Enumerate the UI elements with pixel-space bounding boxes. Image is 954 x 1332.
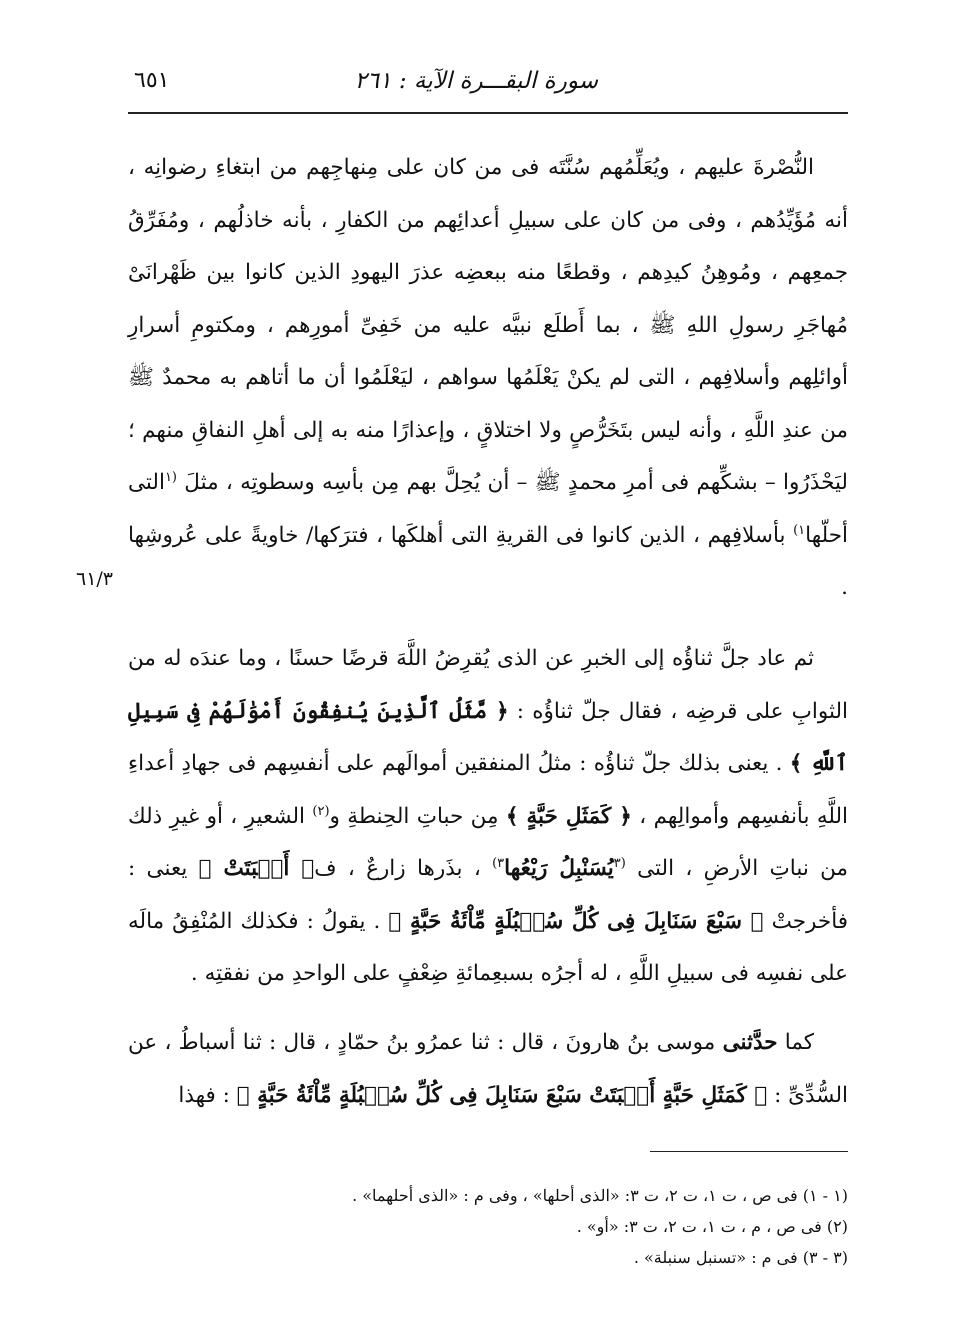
header-title: سورة البقـــرة الآية : ٢٦١ xyxy=(354,68,598,94)
paragraph-1-inner: التى أحلّها xyxy=(128,470,848,548)
footnote-ref-3-close: ٣) xyxy=(492,855,505,871)
paragraph-1-body: النُّصْرةَ عليهم ، ويُعَلِّمُهم سُنَّتَه فى من كان على مِنهاجِهم من ابتغاءِ رضوانِه ، أنه مُؤَيِّدُهم ، وفى من كان على سبيلِ أعدائِهم من الكفارِ ، بأنه خاذلُهم ، ومُفَرِّقُ جمعِهم ، ومُوهِنُ كيدِهم ، وقطعًا منه ببعضِه عذرَ اليهودِ الذين كانوا بين ظَهْرانَىْ مُهاجَرِ رسولِ اللهِ ﷺ ، بما أَطلَع نبيَّه عليه من خَفِىِّ أمورِهم ، ومكتومِ أسرارِ أوائلِهم وأسلافِهم ، التى لم يكنْ يَعْلَمُها سواهم ، ليَعْلَمُوا أن ما أتاهم به محمدٌ ﷺ من عندِ اللَّهِ ، وأنه ليس بتَخَرُّصٍ ولا اختلاقٍ ، وإعذارًا منه به إلى أهلِ النفاقِ منهم ؛ ليَحْذَرُوا – بشكِّهم فى أمرِ محمدٍ ﷺ – أن يُحِلَّ بهم مِن بأسِه وسطوتِه ، مثلَ xyxy=(128,155,848,495)
quran-phrase-3: يُسَنْبِلُ رَيْعُها xyxy=(504,856,614,881)
quran-quote-4: ﴿ أَنۢبَتَتْ ﴾ xyxy=(198,856,315,881)
quran-quote-5: ﴿ سَبْعَ سَنَابِلَ فِى كُلِّ سُنۢبُلَةٍ مِّاْئَةُ حَبَّةٍ ﴾ xyxy=(388,908,764,934)
footnote-1: (١ - ١) فى ص ، ت ١، ت ٢، ت ٣: «الذى أحلها» ، وفى م : «الذى أحلهما» . xyxy=(352,1186,848,1205)
paragraph-2-g: . يقولُ : فكذلك المُنْفِقُ مالَه على نفسِه فى سبيلِ اللَّهِ ، له أجرُه بسبعِمائةِ ضِعْفٍ على الواحدِ من نفقتِه . xyxy=(128,908,848,986)
running-header xyxy=(128,62,848,102)
paragraph-1-text xyxy=(128,142,848,615)
paragraph-2 xyxy=(128,633,848,1001)
paragraph-2-b: . يعنى بذلك جلّ ثناؤُه : مثلُ المنفقين أموالَهم على أنفسِهم فى جهادِ أعداءِ اللَّهِ بأنفسِهم وأموالِهم ، xyxy=(128,751,848,829)
quran-quote-6: ﴿ كَمَثَلِ حَبَّةٍ أَنۢبَتَتْ سَبْعَ سَنَابِلَ فِى كُلِّ سُنۢبُلَةٍ مِّاْئَةُ حَبَّةٍ ﴾ xyxy=(236,1082,768,1108)
paragraph-2-c: مِن حباتِ الحِنطةِ و xyxy=(329,803,506,829)
margin-note: ٦١/٣ xyxy=(76,568,114,590)
page-number: ٦٥١ xyxy=(134,68,170,93)
footnote-ref-1-close: ١) xyxy=(793,522,806,538)
quran-quote-1: ﴿ مَّثَلُ ٱلَّذِينَ يُنفِقُونَ أَمْوَٰلَهُمْ فِى سَبِيلِ ٱللَّهِ ﴾ xyxy=(128,698,848,776)
paragraph-1 xyxy=(128,142,848,615)
footnote-ref-2: (٢) xyxy=(312,803,330,819)
paragraph-3-text xyxy=(128,1017,848,1122)
paragraph-3-c: : فهذا xyxy=(178,1082,237,1108)
footnote-3: (٣ - ٣) فى م : «تسنبل سنبلة» . xyxy=(633,1248,848,1267)
paragraph-2-e: ، بذَرها زارعٌ ، ف xyxy=(314,856,493,881)
paragraph-2-a: ثم عاد جلَّ ثناؤُه إلى الخبرِ عن الذى يُقرِضُ اللَّهَ قرضًا حسنًا ، وما عندَه له من الثوابِ على قرضِه ، فقال جلّ ثناؤُه : xyxy=(128,646,848,724)
paragraph-3-b: موسى بنُ هارونَ ، قال : ثنا عمرُو بنُ حمّادٍ ، قال : ثنا أسباطُ ، عن السُّدِّىِّ : xyxy=(128,1030,848,1108)
paragraph-2-d: الشعيرِ ، أو غيرِ ذلك من نباتِ الأرضِ ، التى xyxy=(128,803,849,881)
header-rule xyxy=(128,112,848,114)
footnote-2: (٢) فى ص ، م ، ت ١، ت ٢، ت ٣: «أو» . xyxy=(576,1217,848,1236)
footnote-ref-3-open: (٣ xyxy=(613,855,626,871)
quran-quote-2: ﴿ كَمَثَلِ حَبَّةٍ ﴾ xyxy=(505,803,632,829)
footnote-ref-1-open: (١ xyxy=(164,469,177,485)
hadith-chain-keyword: حدَّثنى xyxy=(722,1030,778,1055)
paragraph-1-end: بأسلافِهم ، الذين كانوا فى القريةِ التى أهلكَها ، فترَكها/ خاويةً على عُروشِها . xyxy=(128,522,848,600)
paragraph-3-a: كما xyxy=(777,1030,814,1055)
paragraph-2-f: يعنى : فأخرجتْ xyxy=(128,856,849,934)
paragraph-2-text xyxy=(128,633,848,1001)
footnote-rule xyxy=(650,1151,848,1152)
paragraph-3 xyxy=(128,1017,848,1122)
footnotes xyxy=(128,1180,848,1273)
